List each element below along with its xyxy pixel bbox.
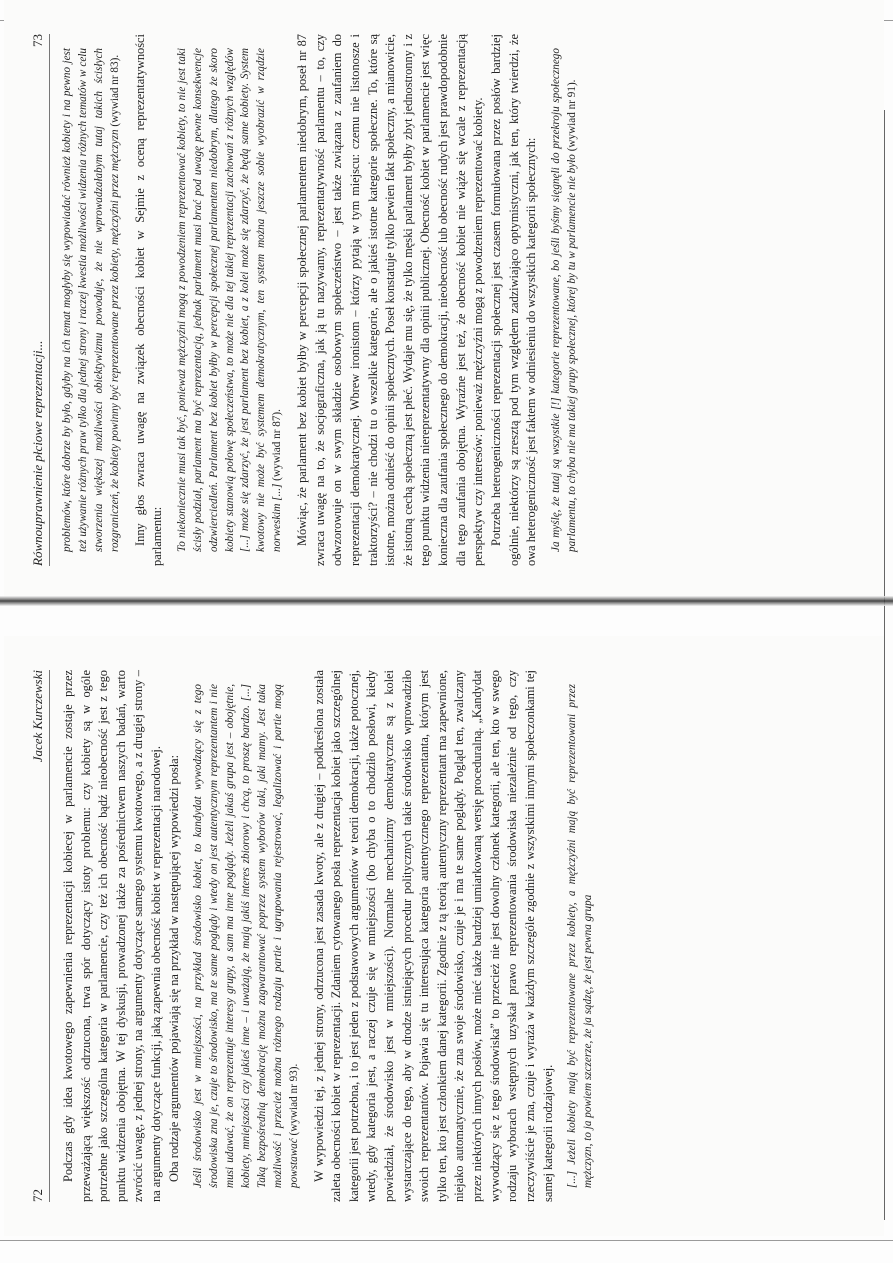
right-page-number: 73	[30, 34, 45, 47]
left-running-title: Jacek Kurczewski	[30, 670, 45, 763]
quote-text: Jeśli środowisko jest w mniejszości, na przykład środowisko kobiet, to kandydat wywodzący się z tego środowiska zna je, czuje to środowisko, ma te same poglądy i wtedy on jest autentycznym reprezentantem i nie musi udawać, że on reprezentuje interesy grupy, a sam ma inne poglądy. Jeżeli jakaś grupa jest – obojętnie, kobiety, mniejszości czy jakieś inne – i uważają, że mają jakiś interes zbiorowy i chcą, to proszę bardzo. [...] Taką bezpośrednią demokrację można zagwarantować poprzez system wyborów taki, jaki mamy. Jest taka możliwość i przecież można różnego rodzaju partie i ugrupowania rejestrować, legalizować i partie mogą powstawać	[192, 684, 300, 1188]
quoted-interview	[175, 34, 286, 566]
quote-text: problemów, które dobrze by było, gdyby na ich temat mogłyby się wypowiadać również kobiety i na pewno jest też używanie różnych praw tylko dla jednej strony i raczej kwestia możliwości widzenia różnych tematów w celu stworzenia większej możliwości obiektywizmu powoduje, że nie wprowadzałabym tutaj takich ścisłych rozgraniczeń, że kobiety powinny być reprezentowane przez kobiety, mężczyźni przez mężczyzn	[61, 48, 121, 552]
left-page	[4, 636, 884, 1236]
quote-text: [...] Jeżeli kobiety mają być reprezentowane przez kobiety, a mężczyźni mają być reprezentowani przez mężczyzn, to ja powiem szczerze, że ja sądzę, że jest pewna grupa	[566, 684, 595, 1188]
body-paragraph: Oba rodzaje argumentów pojawiają się na przykład w następującej wypowiedzi posła:	[166, 754, 181, 1182]
quote-text: Ja myślę, że tutaj są wszystkie [!] kategorie reprezentowane, bo jeśli byśmy sięgnęli do przekroju społecznego parlamentu, to chyba nie ma takiej grupy społecznej, której by tu w parlamencie nie było	[549, 48, 578, 552]
left-page-number: 72	[30, 1189, 45, 1202]
body-paragraph: Inny głos zwraca uwagę na związek obecności kobiet w Sejmie z oceną reprezentatywności parlamentu:	[132, 34, 165, 566]
left-running-head	[30, 670, 50, 1202]
right-running-title: Równouprawnienie płciowe reprezentacji...	[30, 340, 45, 566]
interview-reference: (wywiad nr 91).	[565, 79, 578, 155]
interview-reference: (wywiad nr 83).	[108, 54, 121, 130]
right-page	[4, 0, 884, 600]
right-page-body	[60, 34, 581, 566]
body-paragraph: Potrzeba heterogeniczności reprezentacji społecznej jest czasem formułowana przez posłów bardziej ogólnie, niektórzy są zresztą pod tym względem zadziwiająco optymistyczni, jak ten, który twierdzi, że owa heterogeniczność jest faktem w odniesieniu do wszystkich kategorii społecznych:	[488, 34, 539, 566]
quoted-interview	[549, 34, 581, 566]
interview-reference: (wywiad nr 93).	[287, 1063, 300, 1139]
scan-edge-bottom	[0, 1240, 893, 1241]
quoted-interview	[565, 670, 597, 1202]
scan-edge-right	[884, 110, 885, 1220]
body-paragraph: Mówiąc, że parlament bez kobiet byłby w percepcji społecznej parlamentem niedobrym, poseł nr 87 zwraca uwagę na to, że socjograficzna, jak ją tu nazywamy, reprezentatywność parlamentu – to, czy odwzorowuje on w swym składzie osobowym społeczeństwo – jest także związana z zaufaniem do reprezentacji demokratycznej. Wbrew ironistom – którzy pytają w tym miejscu: czemu nie listonosze i traktorzyści? – nie chodzi tu o wszelkie kategorie, ale o jakieś istotne kategorie społeczne. To, które są istotne, można odnieść do opinii społecznych. Poseł konstatuje tylko pewien fakt społeczny, a mianowicie, że istotną cechą społeczną jest płeć. Wydaje mu się, że tylko męski parlament byłby zbyt jednostronny i z tego punktu widzenia niereprezentatywny dla opinii publicznej. Obecność kobiet w parlamencie jest więc konieczna dla zaufania społecznego do demokracji, nieobecność lub obecność rudych jest prawdopodobnie dla tego zaufania obojętna. Wyraźne jest też, że obecność kobiet nie wiąże się wcale z reprezentacją perspektyw czy interesów: ponieważ mężczyźni mogą z powodzeniem reprezentować kobiety.	[295, 34, 486, 566]
quote-text: To niekoniecznie musi tak być, ponieważ mężczyźni mogą z powodzeniem reprezentować kobiety, to nie jest taki ścisły podział, parlament ma być reprezentacją, jednak parlament musi brać pod uwagę pewne konsekwencje odzwierciedleń. Parlament bez kobiet byłby w percepcji społecznej parlamentem niedobrym, dlatego że skoro kobiety stanowią połowę społeczeństwa, to może nie dla tej takiej reprezentacji zachowań z różnych względów [...] może się zdarzyć, że jest parlament bez kobiet, a z kolei może się zdarzyć, że będą same kobiety. System kwotowy nie może być systemem demokratycznym, ten system można jeszcze sobie wyobrazić w rządzie norweskim [...]	[175, 48, 284, 552]
body-paragraph: Podczas gdy idea kwotowego zapewnienia reprezentacji kobiecej w parlamencie zostaje przez przeważającą większość odrzucona, trwa spór dotyczący istoty problemu: czy kobiety są w ogóle potrzebne jako szczególna kategoria w parlamencie, czy też ich obecność bądź nieobecność jest z tego punktu widzenia obojętna. W tej dyskusji, prowadzonej także za pośrednictwem naszych badań, warto zwrócić uwagę, z jednej strony, na argumenty dotyczące samego systemu kwotowego, a z drugiej strony – na argumenty dotyczące funkcji, jaką zapewnia obecność kobiet w reprezentacji narodowej.	[61, 670, 164, 1202]
book-gutter	[0, 596, 893, 606]
body-paragraph: W wypowiedzi tej, z jednej strony, odrzucona jest zasada kwoty, ale z drugiej – podkreślona została zaleta obecności kobiet w reprezentacji. Zdaniem cytowanego posła reprezentacja kobiet jako szczególnej kategorii jest potrzebna, i to jest jeden z podstawowych argumentów w teorii demokracji, także potocznej, wtedy, gdy kategoria jest, a raczej czuje się w mniejszości (bo chyba o to chodziło posłowi, kiedy powiedział, że środowisko jest w mniejszości). Normalne mechanizmy demokratyczne są z kolei wystarczające do tego, aby w drodze istniejących procedur politycznych takie środowisko wprowadziło swoich reprezentantów. Pojawia się tu interesująca kategoria autentycznego reprezentanta, którym jest tylko ten, kto jest członkiem danej kategorii. Zgodnie z tą teorią autentyczny reprezentant ma zapewnione, niejako automatycznie, że zna swoje środowisko, czuje je i ma te same poglądy. Pogląd ten, zwalczany przez niektórych innych posłów, może mieć także bardziej umiarkowaną wersję proceduralną. „Kandydat wywodzący się z tego środowiska” to przecież nie jest dowolny członek kategorii, ale ten, kto w swego rodzaju wyborach wstępnych uzyskał prawo reprezentowania środowiska niezależnie od tego, czy rzeczywiście je zna, czuje i wyraża w każdym szczególe zgodnie z wszystkimi innymi społeczonkami tej samej kategorii rodzajowej.	[311, 670, 555, 1202]
quoted-interview	[191, 670, 302, 1202]
left-page-body	[60, 670, 597, 1202]
quoted-interview	[60, 34, 124, 566]
interview-reference: (wywiad nr 87).	[271, 409, 284, 484]
right-running-head	[30, 34, 50, 566]
